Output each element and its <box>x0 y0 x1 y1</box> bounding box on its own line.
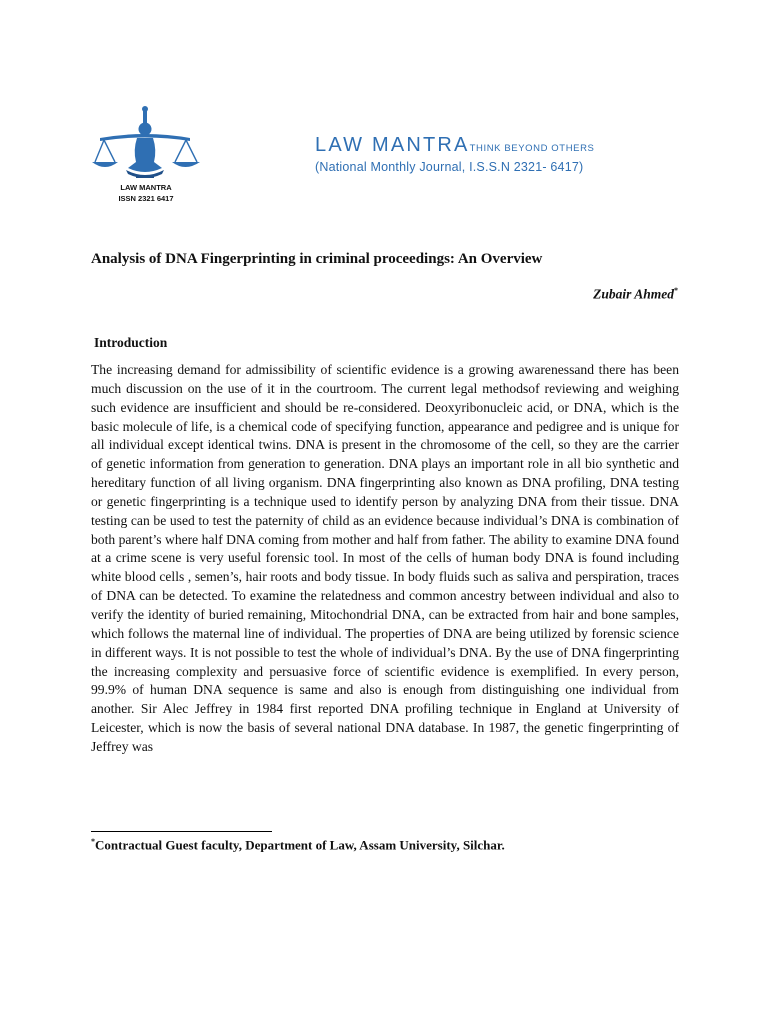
logo-name-text: LAW MANTRA <box>120 183 172 192</box>
author-name: Zubair Ahmed <box>593 286 674 302</box>
footnote <box>91 837 505 853</box>
journal-subtitle: (National Monthly Journal, I.S.S.N 2321- 6417) <box>315 160 584 174</box>
article-author <box>593 286 678 303</box>
article-body: The increasing demand for admissibility of scientific evidence is a growing awarenessand there has been much discussion on the use of it in the courtroom. The current legal methodsof reviewing and weighing such evidence are insufficient and should be re-considered. Deoxyribonucleic acid, or DNA, which is the basic molecule of life, is a chemical code of specifying function, appearance and pedigree and is unique for all individual except identical twins. DNA is present in the chromosome of the cell, so they are the carrier of genetic information from generation to generation. DNA plays an important role in all bio synthetic and hereditary function of all living organism. DNA fingerprinting also known as DNA profiling, DNA testing or genetic fingerprinting is a technique used to identify person by analyzing DNA from their tissue. DNA testing can be used to test the paternity of child as an evidence because individual’s DNA is combination of both parent’s where half DNA coming from mother and half from father. The ability to examine DNA found at a crime scene is very useful forensic tool. In most of the cells of human body DNA is found including white blood cells , semen’s, hair roots and body tissue. In body fluids such as saliva and perspiration, traces of DNA can be detected. To examine the relatedness and common ancestry between individual and also to verify the identity of buried remaining, Mitochondrial DNA, can be extracted from hair and bone samples, which follows the maternal line of individual. The properties of DNA are being utilized by forensic science in different ways. It is not possible to test the whole of individual’s DNA. By the use of DNA fingerprinting the increasing complexity and persuasive force of scientific evidence is exemplified. In every person, 99.9% of human DNA sequence is same and also is enough from distinguishing one individual from another. Sir Alec Jeffrey in 1984 first reported DNA profiling technique in England at University of Leicester, which is now the basis of several national DNA database. In 1987, the genetic fingerprinting of Jeffrey was <box>91 362 679 754</box>
footnote-divider <box>91 831 272 832</box>
author-footnote-mark: * <box>674 286 678 295</box>
journal-brand: LAW MANTRA <box>315 134 470 156</box>
article-title: Analysis of DNA Fingerprinting in criminal proceedings: An Overview <box>91 251 543 267</box>
logo-issn-text: ISSN 2321 6417 <box>118 194 174 203</box>
journal-tagline: THINK BEYOND OTHERS <box>469 143 595 154</box>
masthead <box>315 134 595 174</box>
section-heading: Introduction <box>94 335 168 350</box>
footnote-text: Contractual Guest faculty, Department of Law, Assam University, Silchar. <box>95 837 505 853</box>
journal-logo <box>90 104 206 208</box>
footnote-mark: * <box>91 837 95 846</box>
scales-of-justice-icon <box>90 104 206 208</box>
